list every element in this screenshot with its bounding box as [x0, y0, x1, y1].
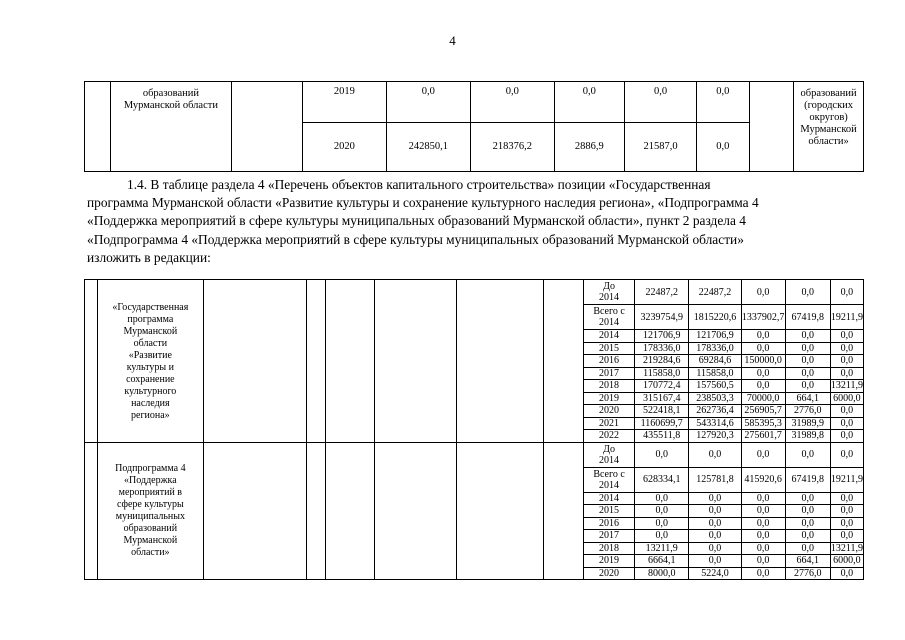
value-cell: 0,0	[785, 342, 830, 355]
blank-cell	[307, 280, 326, 443]
value-cell: 0,0	[785, 542, 830, 555]
value-cell: 5224,0	[689, 567, 741, 580]
value-cell: 0,0	[830, 530, 863, 543]
blank-cell	[85, 442, 98, 580]
paragraph-line: 1.4. В таблице раздела 4 «Перечень объектов капитального строительства» позиции «Государственная	[127, 177, 711, 192]
value-cell: 3239754,9	[635, 305, 689, 330]
value-cell: 0,0	[386, 82, 470, 123]
blank-cell	[457, 280, 544, 443]
blank-cell	[203, 280, 306, 443]
year-cell: 2021	[584, 417, 635, 430]
value-cell: 435511,8	[635, 430, 689, 443]
top-table-blank-cell	[85, 82, 111, 172]
value-cell: 0,0	[741, 342, 785, 355]
value-cell: 0,0	[830, 492, 863, 505]
year-cell: 2016	[584, 517, 635, 530]
value-cell: 0,0	[830, 330, 863, 343]
value-cell: 0,0	[830, 355, 863, 368]
year-cell: 2016	[584, 355, 635, 368]
value-cell: 0,0	[741, 555, 785, 568]
value-cell: 522418,1	[635, 405, 689, 418]
table-row	[85, 442, 864, 467]
value-cell: 0,0	[785, 355, 830, 368]
blank-cell	[457, 442, 544, 580]
blank-cell	[543, 280, 583, 443]
year-cell: 2014	[584, 492, 635, 505]
value-cell: 0,0	[689, 492, 741, 505]
value-cell: 1337902,7	[741, 305, 785, 330]
value-cell: 0,0	[830, 567, 863, 580]
value-cell: 0,0	[785, 280, 830, 305]
value-cell: 21587,0	[625, 123, 697, 172]
value-cell: 219284,6	[635, 355, 689, 368]
value-cell: 31989,8	[785, 430, 830, 443]
value-cell: 0,0	[741, 530, 785, 543]
year-cell: 2014	[584, 330, 635, 343]
value-cell: 69284,6	[689, 355, 741, 368]
value-cell: 0,0	[635, 505, 689, 518]
value-cell: 127920,3	[689, 430, 741, 443]
value-cell: 6664,1	[635, 555, 689, 568]
value-cell: 2886,9	[554, 123, 625, 172]
value-cell: 0,0	[554, 82, 625, 123]
value-cell: 0,0	[635, 492, 689, 505]
year-cell: 2019	[303, 82, 386, 123]
year-cell: 2015	[584, 342, 635, 355]
year-cell: 2020	[303, 123, 386, 172]
year-cell: 2017	[584, 530, 635, 543]
value-cell: 115858,0	[635, 367, 689, 380]
value-cell: 19211,9	[830, 305, 863, 330]
value-cell: 0,0	[830, 367, 863, 380]
blank-cell	[325, 442, 374, 580]
value-cell: 415920,6	[741, 467, 785, 492]
value-cell: 67419,8	[785, 305, 830, 330]
value-cell: 121706,9	[635, 330, 689, 343]
value-cell: 315167,4	[635, 392, 689, 405]
value-cell: 67419,8	[785, 467, 830, 492]
value-cell: 0,0	[785, 367, 830, 380]
value-cell: 0,0	[741, 542, 785, 555]
value-cell: 0,0	[830, 417, 863, 430]
value-cell: 0,0	[635, 530, 689, 543]
year-cell: 2022	[584, 430, 635, 443]
value-cell: 0,0	[830, 442, 863, 467]
value-cell: 1160699,7	[635, 417, 689, 430]
value-cell: 0,0	[741, 505, 785, 518]
value-cell: 0,0	[830, 342, 863, 355]
table-row	[85, 280, 864, 305]
year-cell: 2018	[584, 380, 635, 393]
value-cell: 585395,3	[741, 417, 785, 430]
value-cell: 31989,9	[785, 417, 830, 430]
value-cell: 543314,6	[689, 417, 741, 430]
value-cell: 0,0	[689, 530, 741, 543]
value-cell: 0,0	[785, 380, 830, 393]
value-cell: 13211,9	[830, 542, 863, 554]
value-cell: 0,0	[785, 492, 830, 505]
year-cell: 2017	[584, 367, 635, 380]
value-cell: 242850,1	[386, 123, 470, 172]
blank-cell	[307, 442, 326, 580]
value-cell: 664,1	[785, 392, 830, 405]
value-cell: 0,0	[785, 505, 830, 518]
year-cell: До 2014	[584, 280, 635, 305]
value-cell: 0,0	[689, 517, 741, 530]
value-cell: 218376,2	[471, 123, 554, 172]
value-cell: 0,0	[471, 82, 554, 123]
value-cell: 2776,0	[785, 567, 830, 580]
year-cell: 2019	[584, 392, 635, 405]
value-cell: 0,0	[830, 405, 863, 418]
value-cell: 0,0	[689, 542, 741, 555]
bottom-table	[84, 279, 864, 580]
value-cell: 0,0	[785, 517, 830, 530]
value-cell: 8000,0	[635, 567, 689, 580]
value-cell: 2776,0	[785, 405, 830, 418]
value-cell: 628334,1	[635, 467, 689, 492]
value-cell: 178336,0	[689, 342, 741, 355]
value-cell: 115858,0	[689, 367, 741, 380]
value-cell: 0,0	[689, 555, 741, 568]
value-cell: 0,0	[741, 492, 785, 505]
value-cell: 150000,0	[741, 355, 785, 368]
year-cell: 2020	[584, 567, 635, 580]
blank-cell	[85, 280, 98, 443]
value-cell: 0,0	[830, 430, 863, 443]
value-cell: 0,0	[830, 505, 863, 518]
value-cell: 0,0	[696, 123, 749, 172]
value-cell: 0,0	[741, 380, 785, 393]
value-cell: 0,0	[741, 280, 785, 305]
paragraph-line: «Поддержка мероприятий в сфере культуры муниципальных образований Мурманской области», пункт 2 раздела 4	[87, 213, 746, 229]
value-cell: 0,0	[625, 82, 697, 123]
blank-cell	[375, 280, 457, 443]
value-cell: 0,0	[635, 517, 689, 530]
value-cell: 262736,4	[689, 405, 741, 418]
value-cell: 0,0	[785, 442, 830, 467]
value-cell: 125781,8	[689, 467, 741, 492]
value-cell: 1815220,6	[689, 305, 741, 330]
value-cell: 0,0	[741, 567, 785, 580]
year-cell: Всего с 2014	[584, 305, 635, 330]
value-cell: 170772,4	[635, 380, 689, 393]
value-cell: 0,0	[830, 517, 863, 530]
value-cell: 0,0	[741, 367, 785, 380]
year-cell: Всего с 2014	[584, 467, 635, 492]
value-cell: 0,0	[689, 505, 741, 518]
paragraph-line: «Подпрограмма 4 «Поддержка мероприятий в сфере культуры муниципальных образований Мурманской области»	[87, 231, 744, 247]
value-cell: 6000,0	[830, 392, 863, 405]
value-cell: 178336,0	[635, 342, 689, 355]
blank-cell	[203, 442, 306, 580]
year-cell: 2019	[584, 555, 635, 568]
subprogram-label: Подпрограмма 4 «Поддержка мероприятий в сфере культуры муниципальных образований Мурманской области»	[98, 442, 203, 580]
value-cell: 0,0	[741, 442, 785, 467]
value-cell: 0,0	[741, 517, 785, 530]
blank-cell	[543, 442, 583, 580]
value-cell: 256905,7	[741, 405, 785, 418]
value-cell: 13211,9	[635, 542, 689, 555]
value-cell: 0,0	[830, 280, 863, 305]
year-cell: 2020	[584, 405, 635, 418]
top-table-blank-cell	[749, 82, 793, 172]
program-label: «Государственная программа Мурманской области «Развитие культуры и сохранение культурного наследия региона»	[98, 280, 203, 443]
value-cell: 22487,2	[635, 280, 689, 305]
value-cell: 0,0	[785, 530, 830, 543]
value-cell: 0,0	[785, 330, 830, 343]
year-cell: 2015	[584, 505, 635, 518]
value-cell: 19211,9	[830, 467, 863, 492]
value-cell: 0,0	[689, 442, 741, 467]
paragraph-line: изложить в редакции:	[87, 249, 211, 265]
value-cell: 0,0	[635, 442, 689, 467]
value-cell: 275601,7	[741, 430, 785, 443]
year-cell: До 2014	[584, 442, 635, 467]
page-number: 4	[449, 33, 456, 48]
value-cell: 238503,3	[689, 392, 741, 405]
amendment-paragraph	[87, 176, 864, 267]
top-table	[84, 81, 864, 172]
blank-cell	[325, 280, 374, 443]
year-cell: 2018	[584, 542, 635, 555]
value-cell: 0,0	[696, 82, 749, 123]
value-cell: 0,0	[741, 330, 785, 343]
value-cell: 157560,5	[689, 380, 741, 393]
value-cell: 13211,9	[830, 380, 863, 392]
value-cell: 121706,9	[689, 330, 741, 343]
value-cell: 664,1	[785, 555, 830, 568]
value-cell: 70000,0	[741, 392, 785, 405]
paragraph-line: программа Мурманской области «Развитие культуры и сохранение культурного наследия региона», «Подпрограмма 4	[87, 195, 759, 211]
top-table-blank-cell	[232, 82, 303, 172]
top-table-right-label: образований (городских округов) Мурманской области»	[794, 82, 864, 172]
value-cell: 22487,2	[689, 280, 741, 305]
top-table-left-label: образований Мурманской области	[110, 82, 232, 172]
blank-cell	[375, 442, 457, 580]
value-cell: 6000,0	[830, 555, 863, 568]
